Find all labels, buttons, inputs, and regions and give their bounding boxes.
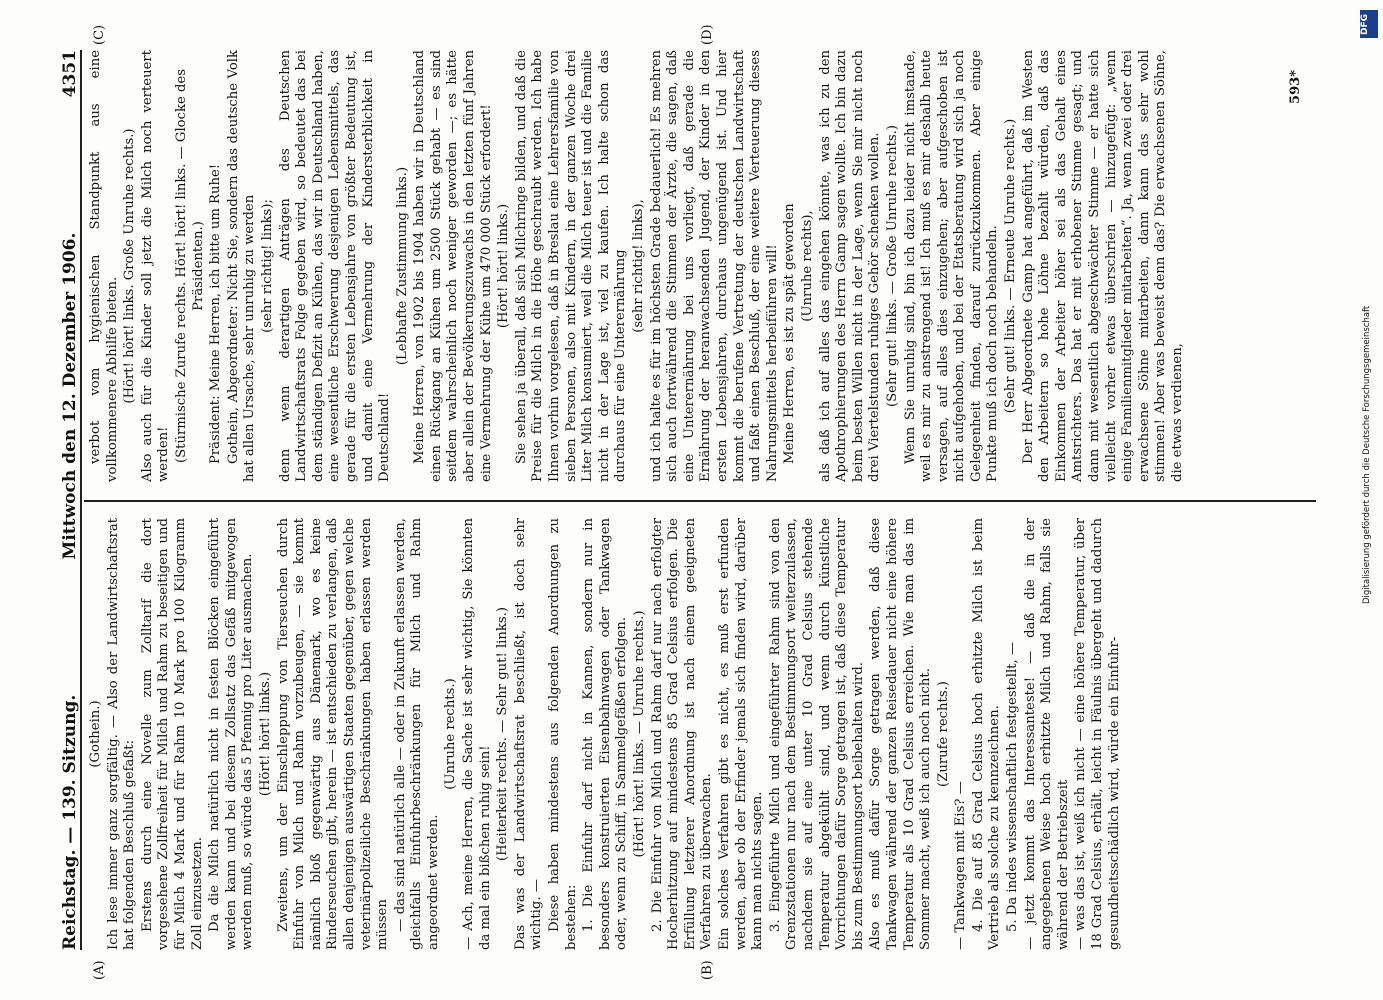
- paragraph: (Hört! hört! links.): [257, 671, 273, 797]
- paragraph: (Stürmische Zurufe rechts. Hört! hört! links. — Glocke des Präsidenten.): [173, 69, 206, 464]
- sheet-signature: 593*: [1288, 70, 1303, 104]
- paragraph: (Heiterkeit rechts. — Sehr gut! links.): [495, 607, 511, 861]
- paragraph: (Lebhafte Zustimmung links.): [394, 166, 410, 366]
- paragraph: Wenn Sie unruhig sind, bin ich dazu leider nicht imstande, weil es mir zu anstrengend ist! Ich muß es mir deshalb heute versagen, auf alles dies einzugehen; aber aufgeschoben ist nicht aufgehoben, und bei der Etatsberatung wird sich ja noch Gelegenheit finden, darauf zurückzukommen. Aber einige Punkte muß ich doch noch behandeln.: [902, 50, 1001, 482]
- page-number: 4351: [60, 50, 80, 98]
- paragraph: Also auch für die Kinder soll jetzt die Milch noch verteuert werden!: [139, 50, 172, 482]
- paragraph: Zweitens, um der Einschleppung von Tierseuchen durch Einfuhr von Milch und Rahm vorzubeugen, — sie kommt nämlich bloß gegenwärtig aus Dänemark, wo es keine Rinderseuchen gibt, herein — ist entschieden zu verlangen, daß allen denjenigen auswärtigen Staaten gegenüber, gegen welche veterinärpolizeiliche Beschränkungen haben erlassen werden müssen: [275, 518, 391, 950]
- right-column: [88, 50, 1318, 482]
- margin-marker-c: (C): [92, 24, 107, 45]
- paragraph: Das was der Landwirtschaftsrat beschließt, ist doch sehr wichtig. —: [512, 518, 545, 950]
- paragraph: 1. Die Einfuhr darf nicht in Kannen, sondern nur in besonders konstruierten Eisenbahnwagen oder Tankwagen oder, wenn zu Schiff, in Sammelgefäßen erfolgen.: [581, 518, 630, 950]
- paragraph: verbot vom hygienischen Standpunkt aus eine vollkommenere Abhilfe bieten.: [88, 50, 120, 482]
- paragraph: 3. Eingeführte Milch und eingeführter Rahm sind von den Grenzstationen nur nach dem Bestimmungsort weiterzulassen, nachdem sie auf eine unter 10 Grad Celsius stehende Temperatur abgekühlt sind, und wenn durch künstliche Vorrichtungen dafür Sorge getragen ist, daß diese Temperatur bis zum Bestimmungsort beibehalten wird.: [767, 518, 866, 950]
- paragraph: Gothein, Abgeordneter: Nicht Sie, sondern das deutsche Volk hat allen Ursache, sehr unruhig zu werden: [225, 50, 258, 482]
- paragraph: (Unruhe rechts.): [443, 678, 459, 790]
- paragraph: (Sehr gut! links. — Große Unruhe rechts.): [884, 124, 900, 408]
- paragraph: denn wenn derartigen Anträgen des Deutschen Landwirtschaftsrats Folge gegeben wird, so bedeutet das bei dem ständigen Defizit an Kühen, das wir in Deutschland haben, eine wesentliche Erschwerung desjenigen Lebensmittels, das gerade für die ersten Lebensjahre von größter Bedeutung ist, und damit eine Vermehrung der Kindersterblichkeit in Deutschland!: [277, 50, 393, 482]
- paragraph: — Ach, meine Herren, die Sache ist sehr wichtig, Sie könnten da mal ein bißchen ruhig sein!: [461, 518, 493, 950]
- paragraph: Der Herr Abgeordnete Gamp hat angeführt, daß im Westen den Arbeitern so hohe Löhne bezahlt würden, daß das Einkommen der Arbeiter höher sei als das Gehalt eines Amtsrichters. Das hat er mit erhobener Stimme gesagt; und dann mit wesentlich abgeschwächter Stimme — er hatte sich vielleicht vorher etwas überschrien — hinzugefügt: „wenn einige Familienmitglieder mitarbeiten“. Ja, wenn zwei oder drei erwachsene Söhne mitarbeiten, dann kann das sehr wohl stimmen! Aber was beweist denn das? Die erwachsenen Söhne, die etwas verdienen,: [1020, 50, 1185, 482]
- paragraph: (Gothein.): [88, 700, 103, 768]
- paragraph: 5. Da indes wissenschaftlich festgestellt, —: [1005, 641, 1021, 932]
- paragraph: (sehr richtig! links);: [259, 199, 275, 333]
- paragraph: (Hört! hört! links. Große Unruhe rechts.): [122, 128, 138, 404]
- margin-marker-d: (D): [700, 24, 715, 45]
- paragraph: — was das ist, weiß ich nicht — eine höhere Temperatur, über 18 Grad Celsius, erhält, leicht in Fäulnis übergeht und dadurch gesundheitsschädlich wird, würde ein Einfuhr-: [1073, 518, 1122, 950]
- funding-note: [1358, 10, 1380, 990]
- margin-marker-a: (A): [92, 960, 107, 980]
- paragraph: — das sind natürlich alle — oder in Zukunft erlassen werden, gleichfalls Einfuhrbeschränkungen für Milch und Rahm angeordnet werden.: [392, 518, 441, 950]
- rotated-page-content: [40, 24, 1330, 980]
- paragraph: 4. Die auf 85 Grad Celsius hoch erhitzte Milch ist beim Vertrieb als solche zu kennzeichnen.: [970, 518, 1003, 950]
- paragraph: Also es muß dafür Sorge getragen werden, daß diese Tankwagen während der ganzen Reisedauer nicht eine höhere Temperatur als 10 Grad Celsius erreichen. Wie man das im Sommer macht, weiß ich auch noch nicht.: [868, 518, 934, 950]
- paragraph: als daß ich auf alles das eingehen könnte, was ich zu den Apothrophierungen des Herrn Gamp sagen wollte. Ich bin dazu beim besten Willen nicht in der Lage, wenn Sie mir nicht noch drei Viertelstunden ruhiges Gehör schenken wollen.: [817, 50, 883, 482]
- paragraph: Präsident: Meine Herren, ich bitte um Ruhe!: [208, 163, 224, 464]
- left-column: [88, 518, 1318, 950]
- paragraph: Sie sehen ja überall, daß sich Milchringe bilden, und daß die Preise für die Milch in die Höhe geschraubt werden. Ich habe Ihnen vorhin vorgelesen, daß in Breslau eine Lehrersfamilie von sieben Personen, also mit Kindern, in der ganzen Woche drei Liter Milch konsumiert, weil die Milch teuer ist und die Familie nicht in der Lage ist, viel zu kaufen. Ich halte schon das durchaus für eine Unterernährung: [513, 50, 629, 482]
- paragraph: (sehr richtig! links),: [631, 199, 646, 333]
- paragraph: (Hört! hört! links. — Unruhe rechts.): [632, 610, 647, 858]
- paragraph: Diese haben mindestens aus folgenden Anordnungen zu bestehen:: [547, 518, 579, 950]
- funding-text: Digitalisierung gefördert durch die Deutsche Forschungsgemeinschaft: [1362, 305, 1372, 604]
- paragraph: (Sehr gut! links. — Erneute Unruhe rechts.): [1003, 118, 1019, 414]
- column-divider: [84, 500, 1316, 502]
- paragraph: Ein solches Verfahren gibt es nicht, es muß erst erfunden werden, aber ob der Erfinder jemals sich finden wird, darüber kann man nichts sagen.: [716, 518, 766, 950]
- header-left: Reichstag. — 139. Sitzung.: [60, 694, 80, 950]
- paragraph: (Hört! hört! links.): [496, 203, 512, 329]
- paragraph: — Tankwagen mit Eis? —: [953, 781, 969, 950]
- header-date: Mittwoch den 12. Dezember 1906.: [60, 232, 80, 560]
- paragraph: (Unruhe rechts),: [799, 210, 815, 322]
- paragraph: Meine Herren, es ist zu spät geworden: [782, 203, 798, 464]
- paragraph: Erstens durch eine Novelle zum Zolltarif die dort vorgesehene Zollfreiheit für Milch und Rahm zu beseitigen und für Milch 4 Mark und für Rahm 10 Mark pro 100 Kilogramm Zoll einzusetzen.: [139, 518, 205, 950]
- paragraph: (Zurufe rechts.): [935, 681, 951, 787]
- paragraph: 2. Die Einfuhr von Milch und Rahm darf nur nach erfolgter Hocherhitzung auf mindestens 85 Grad Celsius erfolgen. Die Erfüllung letzterer Anordnung ist nach einem geeigneten Verfahren zu überwachen.: [649, 518, 715, 950]
- page-header: [40, 50, 82, 950]
- paragraph: Ich lese immer ganz sorgfältig. — Also der Landwirtschaftsrat hat folgenden Beschluß gefaßt:: [105, 518, 138, 950]
- paragraph: und ich halte es für im höchsten Grade bedauerlich! Es mehren sich auch fortwährend die Stimmen der Ärzte, die sagen, daß eine Unterernährung bei uns vorliegt, daß gerade die Ernährung der heranwachsenden Jugend, der Kinder in den ersten Lebensjahren, durchaus ungenügend ist. Und hier kommt die berufene Vertretung der deutschen Landwirtschaft und faßt einen Beschluß, der eine weitere Verteuerung dieses Nahrungsmittels herbeiführen will!: [648, 50, 780, 482]
- paragraph: — jetzt kommt das Interessanteste! — daß die in der angegebenen Weise hoch erhitzte Milch und Rahm, falls sie während der Betriebszeit: [1022, 518, 1071, 950]
- paragraph: Da die Milch natürlich nicht in festen Blöcken eingeführt werden kann und bei diesem Zollsatz das Gefäß mitgewogen werden muß, so würde das 5 Pfennig pro Liter ausmachen.: [207, 518, 256, 950]
- margin-marker-b: (B): [700, 960, 715, 980]
- dfg-logo: DFG: [1360, 10, 1378, 38]
- paragraph: Meine Herren, von 1902 bis 1904 haben wir in Deutschland einen Rückgang an Kühen um 2500 Stück gehabt — es sind seitdem wahrscheinlich noch weniger geworden —; es hätte aber allein der Bevölkerungszuwachs in den letzten fünf Jahren eine Vermehrung der Kühe um 470 000 Stück erfordert!: [412, 50, 494, 482]
